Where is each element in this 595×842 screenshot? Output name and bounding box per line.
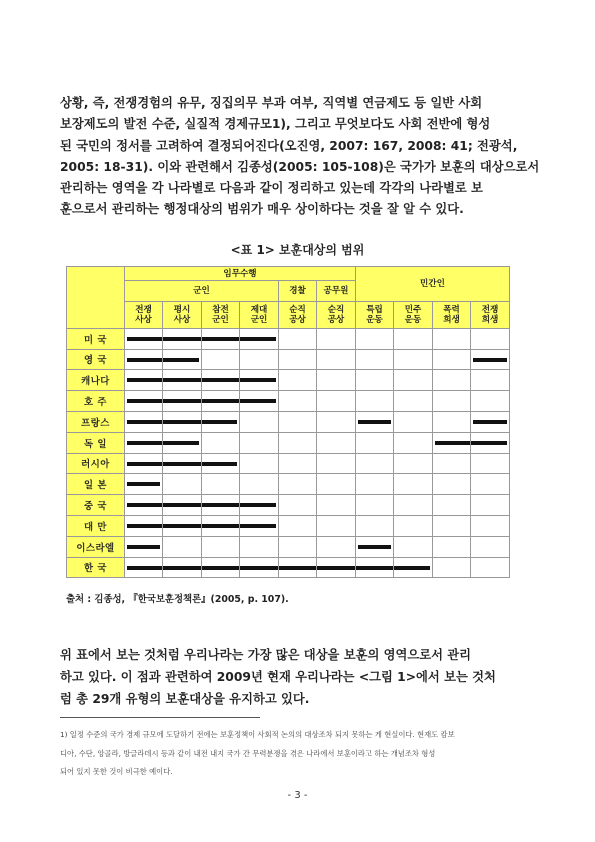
paragraph-line: 보장제도의 발전 수준, 실질적 경제규모1), 그리고 무엇보다도 사회 전반에 형성 bbox=[60, 117, 491, 132]
table-row bbox=[67, 495, 510, 516]
coverage-cell bbox=[356, 453, 394, 474]
coverage-cell bbox=[240, 557, 279, 578]
coverage-cell bbox=[202, 391, 240, 412]
column-header: 전쟁 희생 bbox=[471, 301, 510, 328]
coverage-cell bbox=[202, 453, 240, 474]
coverage-bar bbox=[202, 566, 239, 570]
coverage-cell bbox=[356, 536, 394, 557]
coverage-cell bbox=[125, 536, 163, 557]
coverage-bar bbox=[163, 566, 201, 570]
column-header: 순직 공상 bbox=[279, 301, 317, 328]
coverage-cell bbox=[163, 515, 202, 536]
coverage-bar bbox=[127, 337, 162, 341]
sub-military-header: 군인 bbox=[125, 281, 279, 302]
table-row bbox=[67, 349, 510, 370]
coverage-cell bbox=[202, 328, 240, 349]
coverage-cell bbox=[240, 411, 279, 432]
coverage-cell bbox=[125, 495, 163, 516]
group-duty-header: 임무수행 bbox=[125, 267, 356, 281]
coverage-cell bbox=[471, 328, 510, 349]
coverage-bar bbox=[358, 420, 391, 424]
coverage-cell bbox=[279, 349, 317, 370]
coverage-cell bbox=[433, 328, 471, 349]
paragraph-line: 된 국민의 정서를 고려하여 결정되어진다(오진영, 2007: 167, 2008: 41; 전광석, bbox=[60, 138, 518, 153]
country-label: 독 일 bbox=[67, 432, 125, 453]
coverage-cell bbox=[163, 328, 202, 349]
country-label: 중 국 bbox=[67, 495, 125, 516]
coverage-cell bbox=[240, 453, 279, 474]
coverage-bar bbox=[202, 462, 237, 466]
coverage-cell bbox=[471, 453, 510, 474]
coverage-cell bbox=[279, 495, 317, 516]
paragraph-line: 훈으로서 관리하는 행정대상의 범위가 매우 상이하다는 것을 잘 알 수 있다. bbox=[60, 202, 464, 217]
coverage-bar bbox=[127, 378, 162, 382]
coverage-cell bbox=[240, 349, 279, 370]
coverage-cell bbox=[279, 453, 317, 474]
coverage-cell bbox=[394, 432, 433, 453]
coverage-cell bbox=[279, 391, 317, 412]
table-row bbox=[67, 328, 510, 349]
coverage-cell bbox=[317, 515, 356, 536]
sub-police-header: 경찰 bbox=[279, 281, 317, 302]
coverage-cell bbox=[240, 474, 279, 495]
coverage-cell bbox=[163, 391, 202, 412]
coverage-bar bbox=[163, 524, 201, 528]
coverage-cell bbox=[163, 453, 202, 474]
coverage-cell bbox=[471, 411, 510, 432]
coverage-cell bbox=[202, 557, 240, 578]
coverage-bar bbox=[358, 545, 391, 549]
coverage-cell bbox=[356, 411, 394, 432]
coverage-bar bbox=[163, 358, 199, 362]
paragraph-line: 위 표에서 보는 것처럼 우리나라는 가장 많은 대상을 보훈의 영역으로서 관리 bbox=[60, 648, 472, 662]
coverage-cell bbox=[279, 557, 317, 578]
group-civil-header: 민간인 bbox=[356, 267, 510, 302]
coverage-cell bbox=[163, 349, 202, 370]
coverage-bar bbox=[127, 399, 162, 403]
footnote-line: 되어 있지 못한 것이 비극한 예이다. bbox=[60, 766, 173, 776]
coverage-cell bbox=[394, 411, 433, 432]
coverage-cell bbox=[125, 557, 163, 578]
coverage-cell bbox=[279, 474, 317, 495]
coverage-cell bbox=[240, 370, 279, 391]
coverage-bar bbox=[473, 358, 507, 362]
coverage-cell bbox=[279, 370, 317, 391]
coverage-bar bbox=[163, 337, 201, 341]
coverage-bar bbox=[163, 503, 201, 507]
coverage-bar bbox=[356, 566, 393, 570]
coverage-cell bbox=[202, 495, 240, 516]
coverage-cell bbox=[356, 349, 394, 370]
table-row bbox=[67, 536, 510, 557]
country-label: 캐나다 bbox=[67, 370, 125, 391]
coverage-cell bbox=[471, 557, 510, 578]
coverage-cell bbox=[163, 411, 202, 432]
coverage-cell bbox=[394, 391, 433, 412]
coverage-bar bbox=[240, 566, 278, 570]
country-label: 프랑스 bbox=[67, 411, 125, 432]
footnote bbox=[60, 722, 544, 784]
column-header: 제대 군인 bbox=[240, 301, 279, 328]
coverage-cell bbox=[394, 474, 433, 495]
coverage-bar bbox=[202, 337, 239, 341]
coverage-bar bbox=[473, 420, 507, 424]
coverage-cell bbox=[125, 432, 163, 453]
coverage-bar bbox=[202, 503, 239, 507]
coverage-bar bbox=[127, 503, 162, 507]
coverage-bar bbox=[163, 441, 199, 445]
coverage-cell bbox=[279, 536, 317, 557]
table-caption: <표 1> 보훈대상의 범위 bbox=[230, 243, 365, 257]
coverage-cell bbox=[240, 536, 279, 557]
table-row bbox=[67, 432, 510, 453]
coverage-cell bbox=[394, 453, 433, 474]
coverage-bar bbox=[240, 524, 276, 528]
coverage-bar bbox=[127, 358, 162, 362]
coverage-cell bbox=[125, 453, 163, 474]
coverage-cell bbox=[433, 391, 471, 412]
coverage-cell bbox=[202, 411, 240, 432]
column-header: 참전 군인 bbox=[202, 301, 240, 328]
coverage-cell bbox=[433, 370, 471, 391]
coverage-cell bbox=[356, 515, 394, 536]
coverage-cell bbox=[317, 536, 356, 557]
table-row bbox=[67, 557, 510, 578]
footnote-divider bbox=[60, 717, 260, 718]
coverage-cell bbox=[202, 370, 240, 391]
table-row bbox=[67, 391, 510, 412]
coverage-cell bbox=[394, 557, 433, 578]
paragraph-line: 하고 있다. 이 점과 관련하여 2009년 현재 우리나라는 <그림 1>에서 보는 것처 bbox=[60, 670, 496, 684]
coverage-cell bbox=[317, 328, 356, 349]
coverage-cell bbox=[240, 391, 279, 412]
body-paragraph-1 bbox=[60, 93, 544, 221]
coverage-cell bbox=[317, 453, 356, 474]
country-label: 영 국 bbox=[67, 349, 125, 370]
coverage-cell bbox=[471, 370, 510, 391]
coverage-cell bbox=[433, 474, 471, 495]
coverage-bar bbox=[163, 378, 201, 382]
coverage-cell bbox=[163, 432, 202, 453]
paragraph-line: 관리하는 영역을 각 나라별로 다음과 같이 정리하고 있는데 각각의 나라별로 보 bbox=[60, 181, 483, 196]
coverage-cell bbox=[279, 328, 317, 349]
coverage-cell bbox=[125, 349, 163, 370]
coverage-cell bbox=[471, 495, 510, 516]
coverage-cell bbox=[240, 432, 279, 453]
coverage-bar bbox=[394, 566, 430, 570]
coverage-cell bbox=[240, 495, 279, 516]
coverage-cell bbox=[356, 432, 394, 453]
coverage-cell bbox=[163, 536, 202, 557]
coverage-cell bbox=[163, 370, 202, 391]
coverage-cell bbox=[125, 474, 163, 495]
coverage-cell bbox=[394, 349, 433, 370]
coverage-cell bbox=[433, 349, 471, 370]
column-header: 순직 공상 bbox=[317, 301, 356, 328]
coverage-bar bbox=[317, 566, 355, 570]
coverage-cell bbox=[471, 432, 510, 453]
coverage-cell bbox=[317, 557, 356, 578]
coverage-cell bbox=[356, 474, 394, 495]
coverage-bar bbox=[471, 441, 507, 445]
country-label: 호 주 bbox=[67, 391, 125, 412]
coverage-bar bbox=[127, 420, 162, 424]
country-label: 미 국 bbox=[67, 328, 125, 349]
coverage-cell bbox=[317, 495, 356, 516]
coverage-bar bbox=[202, 399, 239, 403]
table-row bbox=[67, 453, 510, 474]
coverage-cell bbox=[317, 474, 356, 495]
column-header: 폭력 희생 bbox=[433, 301, 471, 328]
table-row bbox=[67, 411, 510, 432]
coverage-cell bbox=[471, 515, 510, 536]
coverage-cell bbox=[202, 474, 240, 495]
coverage-bar bbox=[240, 378, 276, 382]
sub-public-header: 공무원 bbox=[317, 281, 356, 302]
coverage-cell bbox=[317, 432, 356, 453]
coverage-cell bbox=[202, 515, 240, 536]
table-row bbox=[67, 474, 510, 495]
coverage-cell bbox=[356, 495, 394, 516]
coverage-cell bbox=[394, 536, 433, 557]
coverage-cell bbox=[202, 432, 240, 453]
coverage-bar bbox=[163, 420, 201, 424]
page-number: - 3 - bbox=[287, 790, 308, 801]
coverage-bar bbox=[127, 482, 160, 486]
footnote-line: 디아, 수단, 앙골라, 방글라데시 등과 같이 내전 내지 국가 간 무력분쟁을 겪은 나라에서 보훈이라고 하는 개념조차 형성 bbox=[60, 748, 436, 758]
coverage-cell bbox=[163, 495, 202, 516]
coverage-cell bbox=[394, 515, 433, 536]
coverage-cell bbox=[394, 328, 433, 349]
coverage-bar bbox=[240, 337, 276, 341]
coverage-cell bbox=[317, 349, 356, 370]
corner-cell bbox=[67, 267, 125, 329]
country-label: 한 국 bbox=[67, 557, 125, 578]
coverage-cell bbox=[356, 557, 394, 578]
column-header: 전쟁 사상 bbox=[125, 301, 163, 328]
coverage-cell bbox=[433, 557, 471, 578]
column-header: 평시 사상 bbox=[163, 301, 202, 328]
coverage-cell bbox=[125, 411, 163, 432]
coverage-bar bbox=[127, 441, 162, 445]
coverage-cell bbox=[163, 557, 202, 578]
coverage-bar bbox=[279, 566, 316, 570]
coverage-cell bbox=[433, 411, 471, 432]
coverage-cell bbox=[240, 328, 279, 349]
coverage-cell bbox=[163, 474, 202, 495]
coverage-cell bbox=[471, 474, 510, 495]
table-row bbox=[67, 515, 510, 536]
coverage-bar bbox=[202, 524, 239, 528]
coverage-cell bbox=[125, 328, 163, 349]
coverage-cell bbox=[317, 370, 356, 391]
country-label: 일 본 bbox=[67, 474, 125, 495]
coverage-cell bbox=[317, 391, 356, 412]
coverage-cell bbox=[279, 432, 317, 453]
coverage-bar bbox=[240, 503, 276, 507]
coverage-bar bbox=[202, 420, 237, 424]
country-label: 대 만 bbox=[67, 515, 125, 536]
coverage-cell bbox=[471, 536, 510, 557]
footnote-line: 1) 일정 수준의 국가 경제 규모에 도달하기 전에는 보훈정책이 사회적 논의의 대상조차 되지 못하는 게 현실이다. 현재도 캄보 bbox=[60, 730, 455, 740]
coverage-bar bbox=[202, 378, 239, 382]
country-label: 러시아 bbox=[67, 453, 125, 474]
coverage-bar bbox=[127, 524, 162, 528]
coverage-cell bbox=[394, 495, 433, 516]
coverage-cell bbox=[471, 391, 510, 412]
coverage-cell bbox=[279, 411, 317, 432]
coverage-table bbox=[66, 266, 510, 578]
coverage-cell bbox=[202, 349, 240, 370]
column-header: 특립 운동 bbox=[356, 301, 394, 328]
coverage-cell bbox=[125, 391, 163, 412]
paragraph-line: 럼 총 29개 유형의 보훈대상을 유지하고 있다. bbox=[60, 692, 310, 706]
coverage-bar bbox=[127, 462, 162, 466]
coverage-cell bbox=[433, 432, 471, 453]
coverage-cell bbox=[433, 495, 471, 516]
coverage-bar bbox=[435, 441, 470, 445]
coverage-cell bbox=[202, 536, 240, 557]
coverage-cell bbox=[433, 453, 471, 474]
coverage-bar bbox=[163, 399, 201, 403]
coverage-cell bbox=[356, 370, 394, 391]
coverage-bar bbox=[127, 566, 162, 570]
coverage-cell bbox=[125, 515, 163, 536]
coverage-cell bbox=[317, 411, 356, 432]
country-label: 이스라엘 bbox=[67, 536, 125, 557]
coverage-bar bbox=[127, 545, 160, 549]
coverage-cell bbox=[356, 328, 394, 349]
coverage-cell bbox=[433, 515, 471, 536]
coverage-cell bbox=[433, 536, 471, 557]
coverage-cell bbox=[240, 515, 279, 536]
coverage-bar bbox=[240, 399, 276, 403]
coverage-bar bbox=[163, 462, 201, 466]
table-row bbox=[67, 370, 510, 391]
coverage-cell bbox=[356, 391, 394, 412]
coverage-cell bbox=[125, 370, 163, 391]
coverage-cell bbox=[279, 515, 317, 536]
coverage-cell bbox=[394, 370, 433, 391]
column-header: 민주 운동 bbox=[394, 301, 433, 328]
table-source: 출처 : 김종성, 『한국보훈정책론』(2005, p. 107). bbox=[66, 594, 289, 605]
paragraph-line: 상황, 즉, 전쟁경험의 유무, 징집의무 부과 여부, 직역별 연금제도 등 일반 사회 bbox=[60, 96, 483, 110]
body-paragraph-2 bbox=[60, 644, 544, 710]
paragraph-line: 2005: 18-31). 이와 관련해서 김종성(2005: 105-108)은 국가가 보훈의 대상으로서 bbox=[60, 159, 540, 174]
coverage-cell bbox=[471, 349, 510, 370]
